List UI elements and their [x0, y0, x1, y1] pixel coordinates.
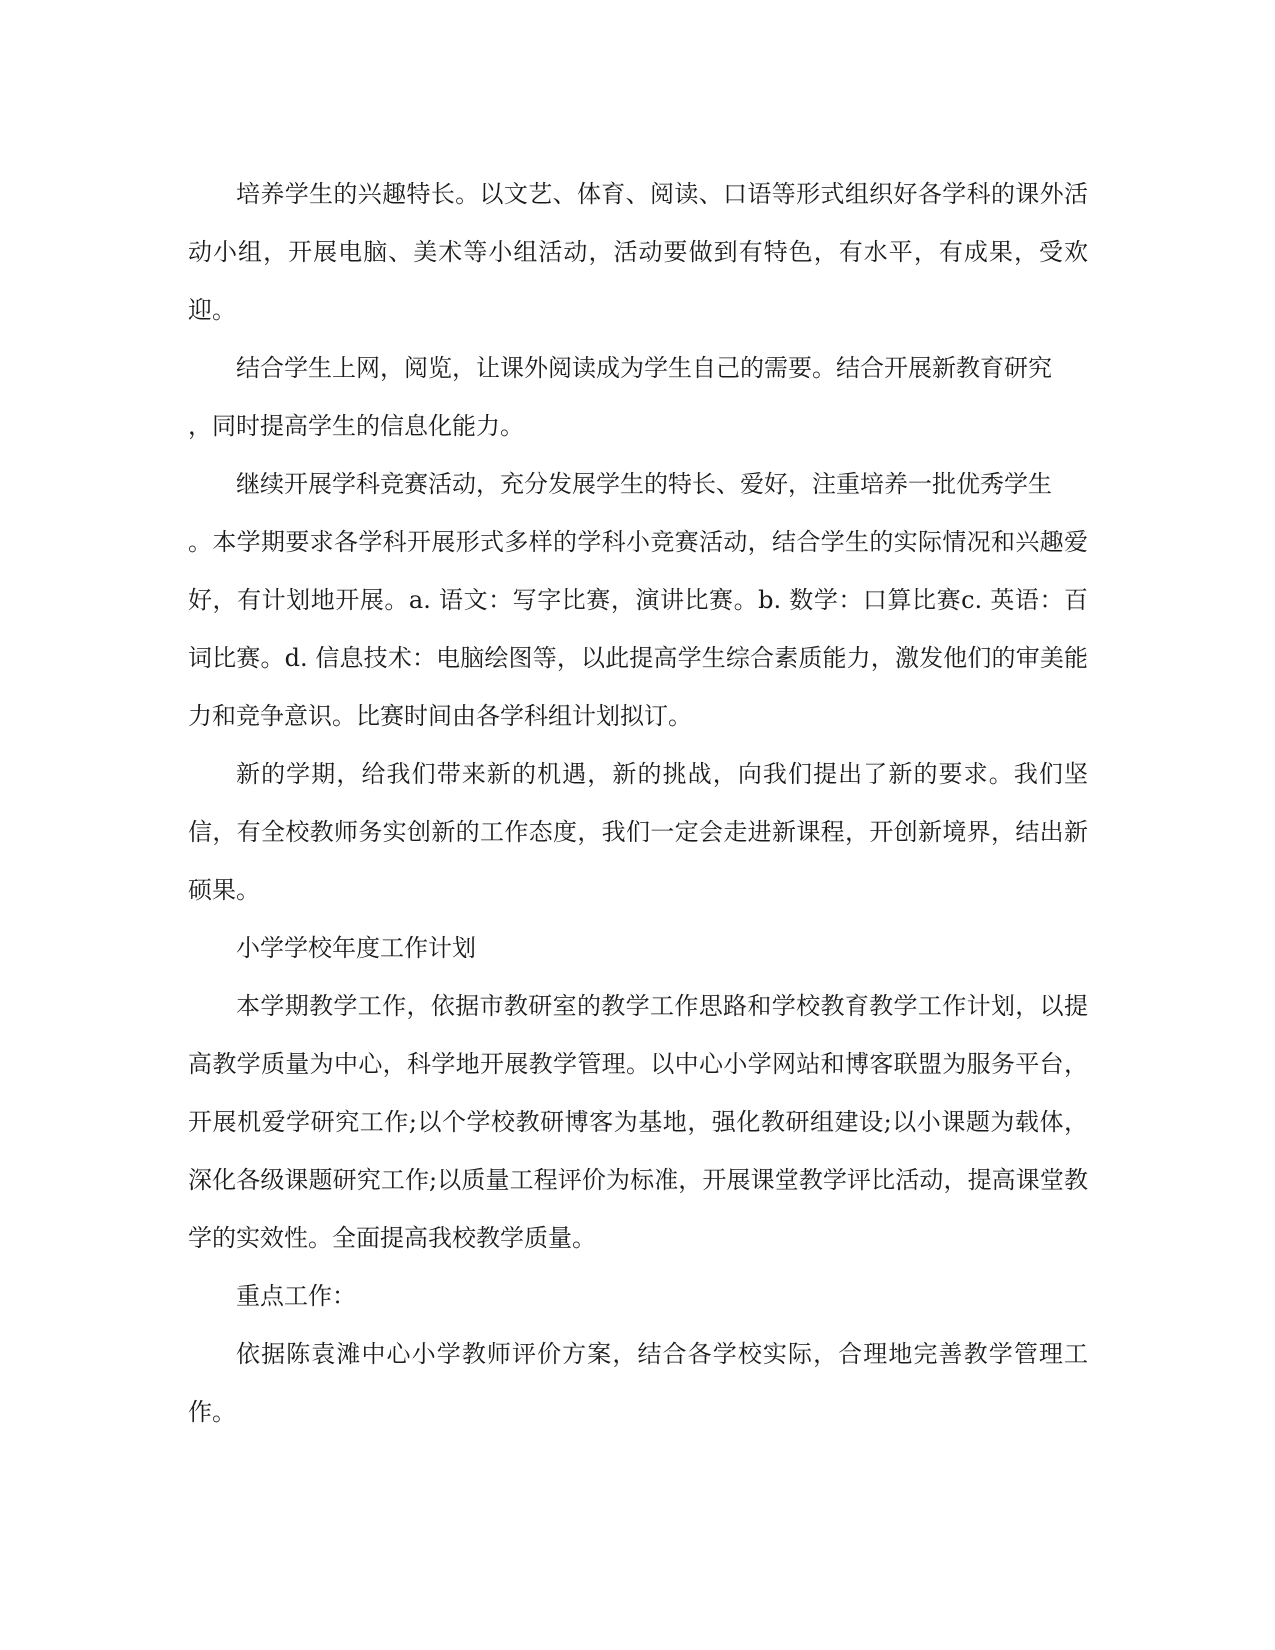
paragraph-online-reading: 结合学生上网，阅览，让课外阅读成为学生自己的需要。结合开展新教育研究	[236, 354, 1052, 382]
paragraph-subject-competitions: 继续开展学科竞赛活动，充分发展学生的特长、爱好，注重培养一批优秀学生	[236, 470, 1052, 498]
paragraph-online-reading-continued: ，同时提高学生的信息化能力。	[188, 412, 524, 440]
paragraph-teaching-work: 本学期教学工作，依据市教研室的教学工作思路和学校教育教学工作计划，以提高教学质量为中心，科学地开展教学管理。以中心小学网站和博客联盟为服务平台，开展机爱学研究工作;以个学校教研博客为基地，强化教研组建设;以小课题为载体，深化各级课题研究工作;以质量工程评价为标准，开展课堂教学评比活动，提高课堂教学的实效性。全面提高我校教学质量。	[188, 992, 1088, 1252]
paragraph-interest-activities: 培养学生的兴趣特长。以文艺、体育、阅读、口语等形式组织好各学科的课外活动小组，开展电脑、美术等小组活动，活动要做到有特色，有水平，有成果，受欢迎。	[188, 180, 1088, 324]
paragraph-teacher-evaluation: 依据陈袁滩中心小学教师评价方案，结合各学校实际，合理地完善教学管理工作。	[188, 1340, 1088, 1426]
document-page	[188, 165, 1088, 1441]
paragraph-new-semester: 新的学期，给我们带来新的机遇，新的挑战，向我们提出了新的要求。我们坚信，有全校教师务实创新的工作态度，我们一定会走进新课程，开创新境界，结出新硕果。	[188, 760, 1088, 904]
paragraph-subject-competitions-continued: 。本学期要求各学科开展形式多样的学科小竞赛活动，结合学生的实际情况和兴趣爱好，有计划地开展。a. 语文：写字比赛，演讲比赛。b. 数学：口算比赛c. 英语：百词比赛。d. 信息技术：电脑绘图等，以此提高学生综合素质能力，激发他们的审美能力和竞争意识。比赛时间由各学科组计划拟订。	[188, 528, 1088, 730]
section-heading-annual-plan: 小学学校年度工作计划	[236, 934, 476, 962]
section-heading-key-work: 重点工作：	[236, 1282, 356, 1310]
